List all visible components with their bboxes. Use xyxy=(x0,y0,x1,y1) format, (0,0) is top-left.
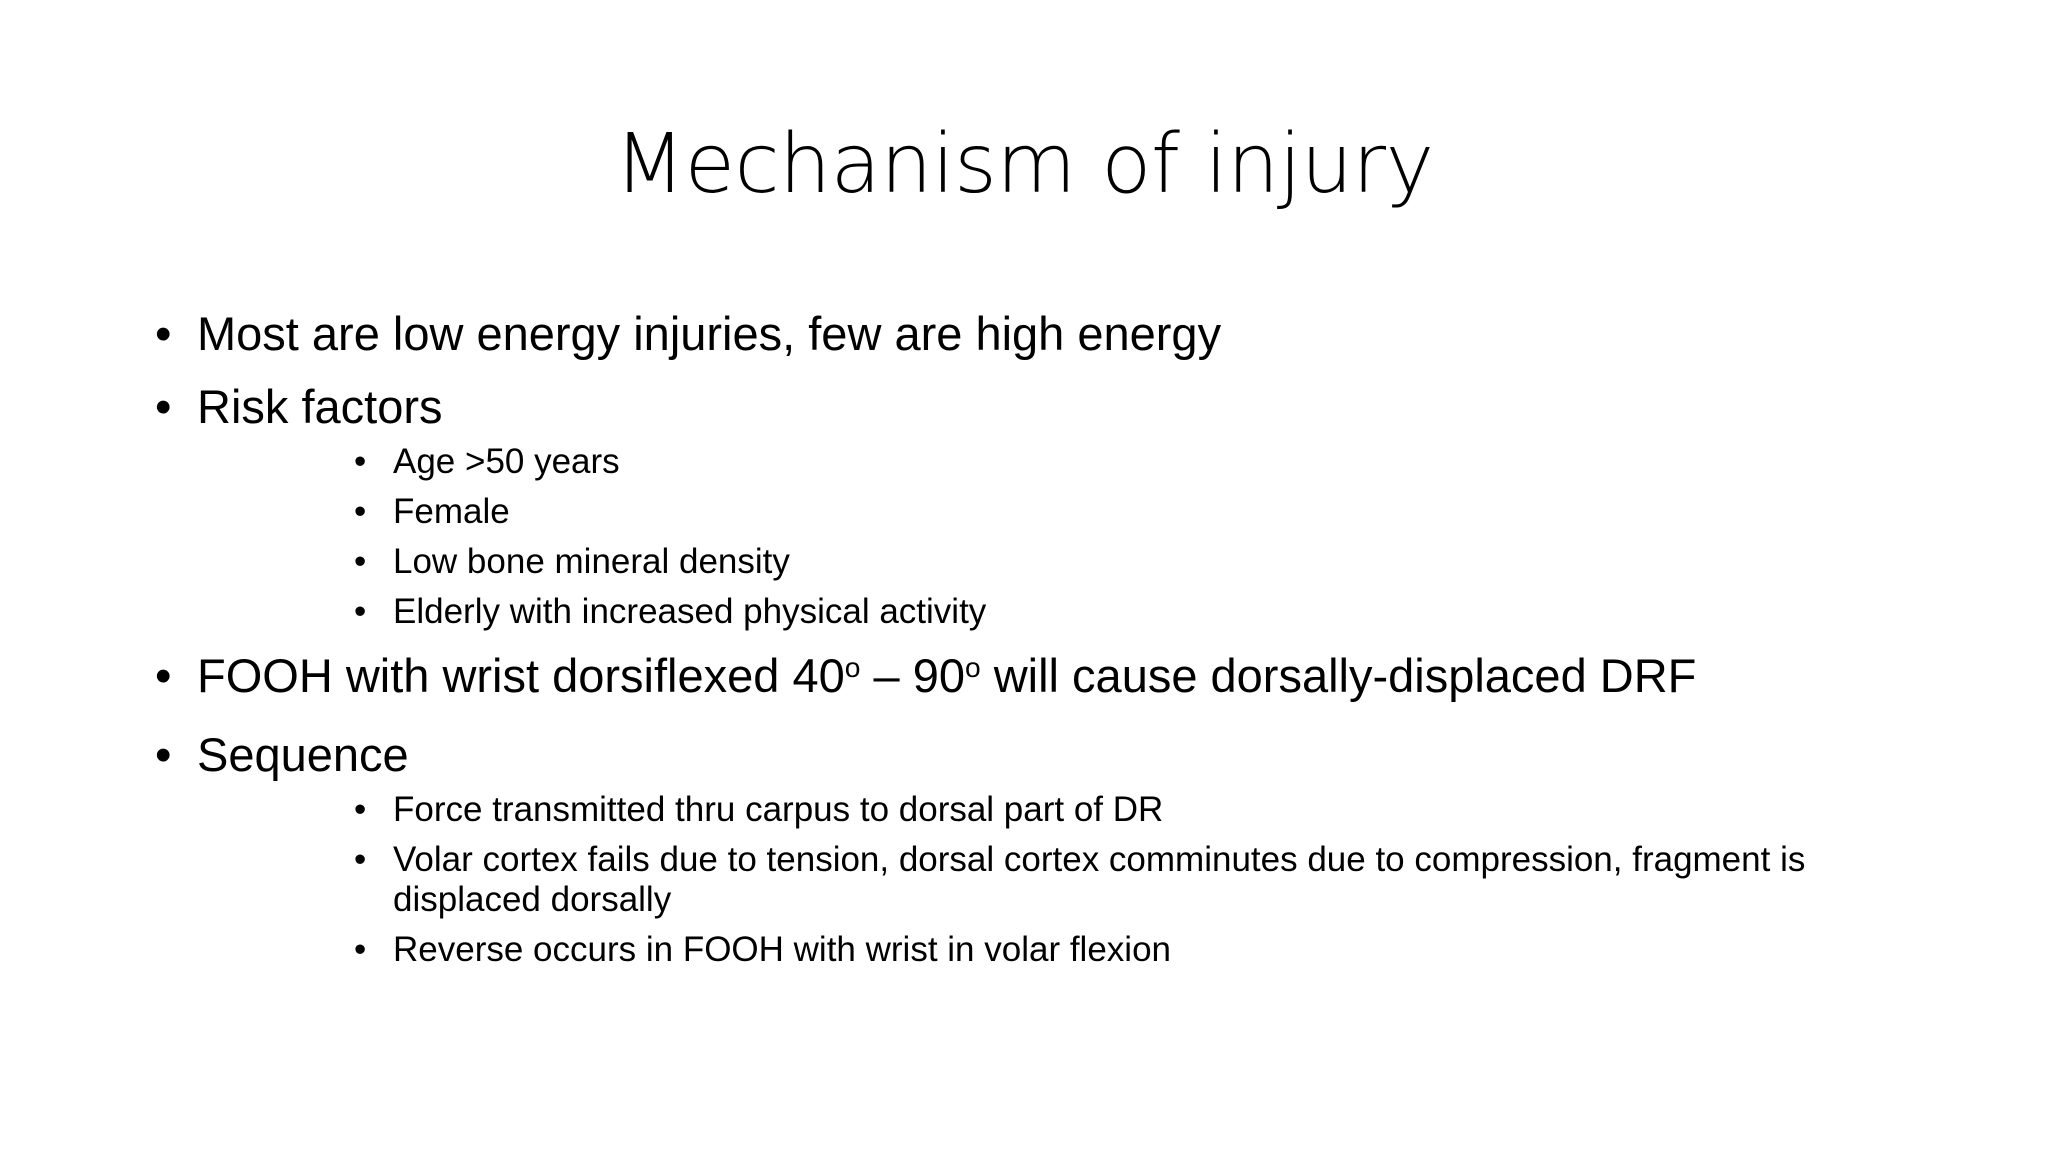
sub-bullet-icon: • xyxy=(354,592,367,631)
sub-bullet-item xyxy=(354,442,1895,482)
sub-bullet-item xyxy=(354,542,1895,582)
sub-bullet-text: Force transmitted thru carpus to dorsal part of DR xyxy=(393,790,1164,829)
bullet-text: Sequence xyxy=(197,728,409,781)
sub-bullet-item xyxy=(354,840,1895,920)
bullet-text: Most are low energy injuries, few are high energy xyxy=(197,307,1222,360)
sub-bullet-icon: • xyxy=(354,790,367,829)
sub-bullet-list xyxy=(354,442,1895,632)
bullet-text: Risk factors xyxy=(197,380,443,433)
bullet-item xyxy=(155,647,1895,711)
degree-superscript: o xyxy=(964,650,981,683)
bullet-text-part: – 90 xyxy=(860,649,965,702)
sub-bullet-item xyxy=(354,790,1895,830)
bullet-text xyxy=(197,649,1696,702)
bullet-item xyxy=(155,305,1895,363)
slide-title: Mechanism of injury xyxy=(614,117,1434,212)
bullet-icon: • xyxy=(155,307,172,360)
sub-bullet-icon: • xyxy=(354,542,367,581)
sub-bullet-text: Reverse occurs in FOOH with wrist in volar flexion xyxy=(393,930,1171,969)
bullet-list xyxy=(155,305,1895,970)
sub-bullet-text: Volar cortex fails due to tension, dorsal cortex comminutes due to compression, fragment is displaced dorsally xyxy=(393,840,1806,919)
bullet-icon: • xyxy=(155,728,172,781)
sub-bullet-item xyxy=(354,930,1895,970)
bullet-item xyxy=(155,378,1895,632)
sub-bullet-text: Low bone mineral density xyxy=(393,542,790,581)
sub-bullet-item xyxy=(354,592,1895,632)
slide-content xyxy=(155,305,1895,970)
sub-bullet-text: Elderly with increased physical activity xyxy=(393,592,987,631)
sub-bullet-text: Age >50 years xyxy=(393,442,620,481)
sub-bullet-icon: • xyxy=(354,930,367,969)
bullet-item xyxy=(155,726,1895,970)
sub-bullet-text: Female xyxy=(393,492,510,531)
degree-superscript: o xyxy=(844,650,861,683)
sub-bullet-icon: • xyxy=(354,442,367,481)
bullet-icon: • xyxy=(155,380,172,433)
bullet-icon: • xyxy=(155,649,172,702)
bullet-text-part: FOOH with wrist dorsiflexed 40 xyxy=(197,649,845,702)
sub-bullet-icon: • xyxy=(354,492,367,531)
sub-bullet-list xyxy=(354,790,1895,970)
bullet-text-part: will cause dorsally-displaced DRF xyxy=(980,649,1697,702)
sub-bullet-item xyxy=(354,492,1895,532)
sub-bullet-icon: • xyxy=(354,840,367,879)
